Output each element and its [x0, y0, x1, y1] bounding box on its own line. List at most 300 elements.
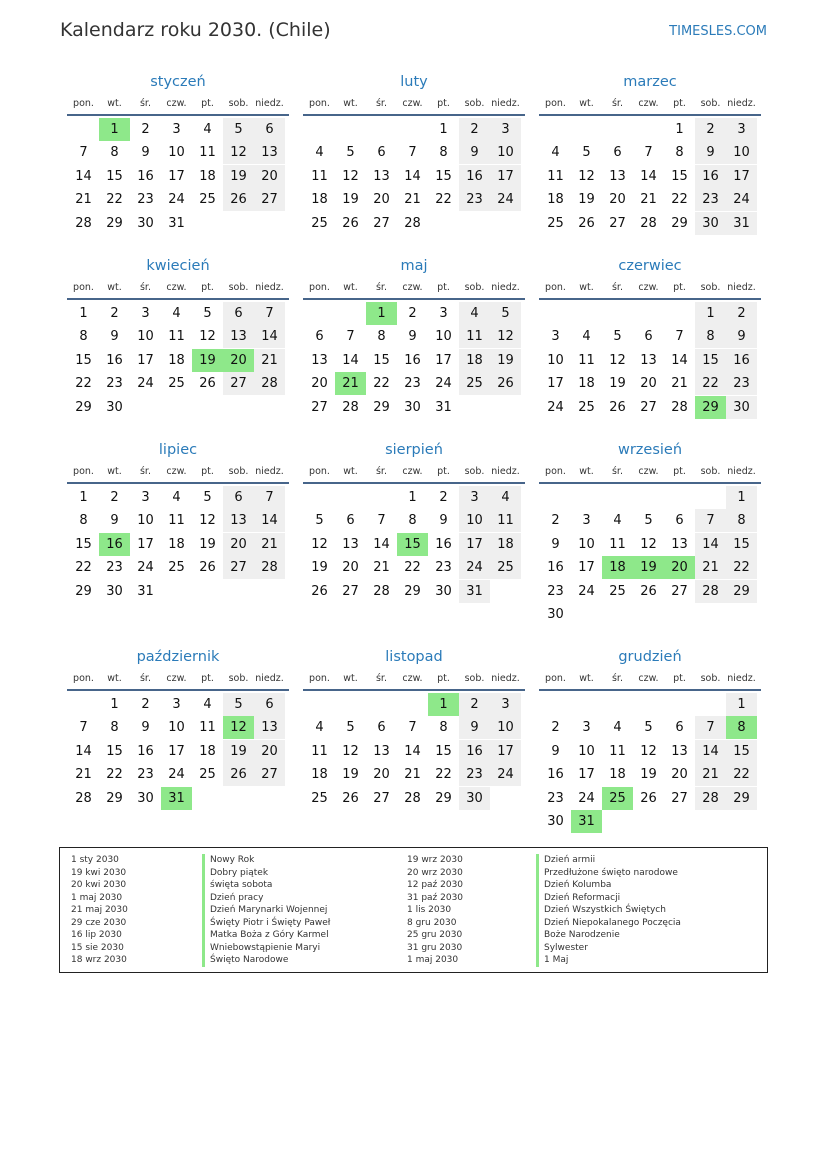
legend-holiday-name: święta sobota: [202, 879, 330, 892]
day-cell: 15: [106, 743, 123, 759]
day-cell: 28: [695, 580, 726, 603]
day-cell: 29: [726, 787, 757, 810]
day-cell: 6: [315, 329, 324, 344]
day-cell: 27: [671, 790, 688, 806]
day-cell: 20: [640, 376, 657, 391]
day-cell: 24: [490, 188, 521, 211]
day-cell: 19: [490, 349, 521, 372]
day-cell: 12: [609, 352, 626, 368]
day-cell: 25: [459, 372, 490, 395]
day-cell: 5: [644, 513, 653, 528]
day-cell: 22: [435, 767, 452, 782]
day-cell: 29: [671, 215, 688, 231]
day-cell: 1: [408, 489, 417, 505]
day-cell: 31: [168, 215, 185, 231]
weekday-header: pon.: [309, 466, 330, 477]
day-cell: 13: [254, 141, 285, 164]
day-cell: 24: [137, 376, 154, 391]
day-cell: 21: [404, 767, 421, 782]
month-2: [303, 73, 525, 273]
day-cell: 26: [199, 376, 216, 391]
day-cell: 3: [141, 489, 150, 505]
day-cell: 14: [75, 743, 92, 759]
day-cell: 10: [137, 329, 154, 344]
day-cell: 6: [223, 486, 254, 509]
day-cell: 29: [404, 583, 421, 599]
header-rule: [303, 482, 525, 484]
weekday-header: wt.: [107, 282, 122, 293]
day-cell: 6: [613, 145, 622, 160]
day-cell: 21: [404, 192, 421, 207]
day-cell: 22: [106, 767, 123, 782]
day-cell: 19: [342, 767, 359, 782]
day-cell: 22: [726, 763, 757, 786]
day-cell: 5: [315, 513, 324, 528]
day-cell: 2: [141, 696, 150, 712]
day-cell: 25: [168, 560, 185, 575]
weekday-header: sob.: [228, 466, 249, 477]
day-cell: 10: [435, 329, 452, 344]
header-rule: [539, 298, 761, 300]
day-cell: 3: [439, 305, 448, 321]
weekday-header: czw.: [638, 282, 659, 293]
day-cell: 25: [490, 556, 521, 579]
day-cell: 23: [106, 376, 123, 391]
day-cell: 27: [640, 399, 657, 415]
day-cell: 11: [609, 743, 626, 759]
legend-date: 25 gru 2030: [407, 930, 463, 940]
day-cell: 9: [408, 329, 417, 344]
day-cell: 15: [75, 352, 92, 368]
day-cell: 16: [547, 767, 564, 782]
month-name: październik: [136, 649, 220, 665]
legend-names-column-1: [202, 854, 330, 967]
legend-dates-column-1: [71, 854, 128, 967]
day-cell: 6: [377, 145, 386, 160]
weekday-header: sob.: [700, 282, 721, 293]
month-7: [67, 441, 289, 641]
day-cell: 30: [137, 215, 154, 231]
weekday-header: pon.: [545, 282, 566, 293]
day-cell: 18: [168, 352, 185, 368]
weekday-header: sob.: [700, 98, 721, 109]
day-cell: 8: [675, 145, 684, 160]
day-cell: 16: [459, 740, 490, 763]
day-cell: 1: [110, 696, 119, 712]
weekday-header: wt.: [579, 98, 594, 109]
day-cell-holiday: 21: [335, 372, 366, 395]
day-cell: 2: [110, 305, 119, 321]
month-3: [539, 73, 761, 273]
page-title: Kalendarz roku 2030. (Chile): [60, 19, 331, 41]
month-name: maj: [400, 258, 428, 274]
day-cell: 29: [726, 580, 757, 603]
weekday-header: wt.: [343, 673, 358, 684]
day-cell: 6: [675, 513, 684, 528]
day-cell: 28: [342, 399, 359, 415]
weekday-header: śr.: [139, 673, 151, 684]
legend-date: 18 wrz 2030: [71, 955, 127, 965]
day-cell: 19: [342, 192, 359, 207]
day-cell: 25: [199, 192, 216, 207]
day-cell: 2: [439, 489, 448, 505]
day-cell: 19: [609, 376, 626, 391]
weekday-header: pon.: [545, 466, 566, 477]
legend-names-column-2: [536, 854, 681, 967]
day-cell: 14: [695, 740, 726, 763]
day-cell: 17: [490, 165, 521, 188]
weekday-header: pt.: [201, 98, 214, 109]
day-cell: 9: [726, 325, 757, 348]
day-cell: 17: [435, 352, 452, 368]
legend-holiday-name: Dobry piątek: [202, 867, 330, 880]
day-cell: 28: [75, 790, 92, 806]
day-cell: 2: [551, 720, 560, 735]
day-cell: 13: [373, 743, 390, 759]
weekday-header: niedz.: [727, 282, 756, 293]
day-cell: 6: [254, 693, 285, 716]
day-cell: 22: [435, 192, 452, 207]
legend-date: 21 maj 2030: [71, 905, 128, 915]
weekday-header: wt.: [343, 98, 358, 109]
day-cell: 30: [404, 399, 421, 415]
day-cell: 12: [578, 168, 595, 184]
day-cell: 20: [223, 533, 254, 556]
day-cell: 3: [582, 513, 591, 528]
day-cell: 30: [726, 396, 757, 419]
day-cell: 15: [726, 533, 757, 556]
day-cell-holiday: 29: [695, 396, 726, 419]
day-cell: 12: [199, 329, 216, 344]
day-cell: 2: [459, 693, 490, 716]
day-cell: 7: [644, 145, 653, 160]
weekday-header: niedz.: [727, 98, 756, 109]
day-cell: 6: [644, 329, 653, 344]
day-cell: 8: [726, 509, 757, 532]
header-rule: [67, 114, 289, 116]
day-cell: 23: [459, 763, 490, 786]
day-cell: 28: [75, 215, 92, 231]
day-cell: 25: [199, 767, 216, 782]
legend-date: 19 wrz 2030: [407, 855, 463, 865]
month-8: [303, 441, 525, 641]
day-cell: 8: [408, 513, 417, 528]
legend-date: 29 cze 2030: [71, 917, 127, 928]
legend-holiday-name: Wniebowstąpienie Maryi: [202, 942, 330, 955]
day-cell: 24: [168, 192, 185, 207]
day-cell: 5: [203, 305, 212, 321]
weekday-header: pt.: [673, 98, 686, 109]
day-cell: 13: [671, 743, 688, 759]
weekday-header: pt.: [201, 673, 214, 684]
day-cell: 6: [254, 118, 285, 141]
day-cell: 22: [373, 376, 390, 391]
day-cell: 13: [342, 536, 359, 552]
month-name: czerwiec: [618, 258, 682, 274]
day-cell: 30: [547, 607, 564, 622]
day-cell: 31: [726, 212, 757, 235]
day-cell: 11: [168, 329, 185, 344]
day-cell: 15: [435, 168, 452, 184]
day-cell: 14: [254, 509, 285, 532]
day-cell: 3: [490, 693, 521, 716]
day-cell: 7: [695, 509, 726, 532]
day-cell: 18: [199, 168, 216, 184]
day-cell: 31: [435, 399, 452, 415]
day-cell-holiday: 20: [664, 556, 695, 579]
day-cell: 26: [311, 583, 328, 599]
weekday-header: czw.: [166, 466, 187, 477]
weekday-header: pon.: [309, 98, 330, 109]
day-cell: 27: [671, 583, 688, 599]
legend-holiday-name: Dzień pracy: [202, 892, 330, 905]
day-cell: 15: [671, 168, 688, 184]
day-cell: 14: [404, 743, 421, 759]
day-cell: 24: [459, 556, 490, 579]
day-cell: 10: [726, 141, 757, 164]
day-cell: 26: [640, 583, 657, 599]
day-cell-holiday: 1: [428, 693, 459, 716]
day-cell: 26: [342, 215, 359, 231]
day-cell: 23: [547, 583, 564, 599]
day-cell: 14: [373, 536, 390, 552]
day-cell: 4: [613, 720, 622, 735]
day-cell: 11: [609, 536, 626, 552]
brand-link[interactable]: TIMESLES.COM: [669, 24, 767, 39]
day-cell: 24: [490, 763, 521, 786]
day-cell: 12: [311, 536, 328, 552]
day-cell: 15: [435, 743, 452, 759]
day-cell: 23: [695, 188, 726, 211]
day-cell: 30: [547, 814, 564, 829]
weekday-header: niedz.: [255, 673, 284, 684]
day-cell: 9: [439, 513, 448, 528]
day-cell: 25: [578, 399, 595, 415]
day-cell: 16: [726, 349, 757, 372]
weekday-header: pt.: [437, 282, 450, 293]
day-cell: 14: [342, 352, 359, 368]
day-cell: 22: [106, 192, 123, 207]
day-cell: 17: [137, 352, 154, 368]
day-cell: 14: [254, 325, 285, 348]
header-rule: [67, 689, 289, 691]
day-cell: 23: [726, 372, 757, 395]
day-cell: 5: [223, 693, 254, 716]
day-cell: 9: [110, 329, 119, 344]
weekday-header: pt.: [201, 282, 214, 293]
day-cell: 17: [578, 560, 595, 575]
weekday-header: sob.: [464, 466, 485, 477]
day-cell: 7: [346, 329, 355, 344]
legend-date: 31 paź 2030: [407, 892, 464, 903]
day-cell: 18: [168, 536, 185, 552]
day-cell-holiday: 20: [223, 349, 254, 372]
day-cell: 12: [342, 743, 359, 759]
day-cell: 23: [459, 188, 490, 211]
day-cell: 21: [373, 560, 390, 575]
day-cell: 26: [342, 790, 359, 806]
weekday-header: pon.: [309, 673, 330, 684]
weekday-header: czw.: [166, 282, 187, 293]
day-cell: 11: [199, 720, 216, 735]
day-cell: 13: [223, 509, 254, 532]
day-cell: 22: [671, 192, 688, 207]
weekday-header: pt.: [437, 98, 450, 109]
weekday-header: wt.: [107, 98, 122, 109]
day-cell: 20: [254, 165, 285, 188]
month-12: [539, 648, 761, 848]
day-cell: 16: [137, 168, 154, 184]
day-cell: 9: [110, 513, 119, 528]
month-4: [67, 257, 289, 457]
day-cell: 23: [137, 192, 154, 207]
legend-date: 20 kwi 2030: [71, 880, 127, 890]
weekday-header: czw.: [638, 673, 659, 684]
day-cell: 16: [547, 560, 564, 575]
weekday-header: śr.: [611, 466, 623, 477]
month-name: kwiecień: [146, 258, 210, 274]
day-cell: 21: [75, 767, 92, 782]
day-cell: 1: [675, 121, 684, 137]
day-cell: 28: [404, 790, 421, 806]
day-cell: 27: [311, 399, 328, 415]
day-cell: 4: [582, 329, 591, 344]
day-cell: 6: [346, 513, 355, 528]
day-cell: 8: [439, 720, 448, 735]
day-cell: 28: [695, 787, 726, 810]
month-9: [539, 441, 761, 641]
day-cell-holiday: 18: [602, 556, 633, 579]
day-cell: 16: [695, 165, 726, 188]
day-cell: 1: [79, 305, 88, 321]
day-cell: 25: [168, 376, 185, 391]
day-cell-holiday: 19: [192, 349, 223, 372]
day-cell: 17: [459, 533, 490, 556]
day-cell: 25: [311, 790, 328, 806]
day-cell: 8: [79, 513, 88, 528]
day-cell: 15: [695, 349, 726, 372]
weekday-header: pon.: [309, 282, 330, 293]
weekday-header: śr.: [375, 673, 387, 684]
day-cell: 24: [726, 188, 757, 211]
day-cell: 5: [613, 329, 622, 344]
day-cell: 19: [578, 192, 595, 207]
legend-holiday-name: Święty Piotr i Święty Paweł: [202, 917, 330, 930]
day-cell: 27: [223, 372, 254, 395]
day-cell: 13: [671, 536, 688, 552]
day-cell: 5: [582, 145, 591, 160]
day-cell: 20: [311, 376, 328, 391]
month-name: wrzesień: [617, 442, 683, 458]
day-cell: 5: [490, 302, 521, 325]
day-cell: 28: [254, 556, 285, 579]
day-cell-holiday: 12: [223, 716, 254, 739]
day-cell: 11: [168, 513, 185, 528]
legend-dates-column-2: [407, 854, 463, 967]
day-cell: 7: [254, 302, 285, 325]
day-cell: 18: [311, 767, 328, 782]
day-cell-holiday: 19: [633, 556, 664, 579]
day-cell: 21: [640, 192, 657, 207]
day-cell: 24: [578, 790, 595, 806]
weekday-header: pon.: [545, 98, 566, 109]
day-cell: 11: [311, 743, 328, 759]
day-cell: 13: [223, 325, 254, 348]
day-cell: 12: [342, 168, 359, 184]
month-name: grudzień: [618, 649, 682, 665]
day-cell-holiday: 25: [602, 787, 633, 810]
weekday-header: pt.: [201, 466, 214, 477]
weekday-header: śr.: [375, 466, 387, 477]
day-cell: 4: [315, 720, 324, 735]
header-rule: [67, 482, 289, 484]
day-cell: 30: [106, 399, 123, 415]
weekday-header: niedz.: [727, 466, 756, 477]
day-cell: 8: [377, 329, 386, 344]
month-name: luty: [400, 74, 428, 90]
day-cell: 30: [459, 787, 490, 810]
legend-holiday-name: Dzień Niepokalanego Poczęcia: [536, 917, 681, 930]
weekday-header: śr.: [139, 282, 151, 293]
weekday-header: pon.: [73, 673, 94, 684]
legend-holiday-name: Przedłużone święto narodowe: [536, 867, 681, 880]
month-11: [303, 648, 525, 848]
legend-holiday-name: Dzień armii: [536, 854, 681, 867]
day-cell: 18: [459, 349, 490, 372]
day-cell: 9: [695, 141, 726, 164]
weekday-header: śr.: [375, 282, 387, 293]
day-cell: 3: [459, 486, 490, 509]
day-cell: 19: [223, 165, 254, 188]
day-cell: 7: [254, 486, 285, 509]
day-cell: 13: [373, 168, 390, 184]
weekday-header: wt.: [343, 282, 358, 293]
holiday-legend: [59, 847, 768, 973]
month-10: [67, 648, 289, 848]
legend-holiday-name: Dzień Kolumba: [536, 879, 681, 892]
day-cell: 2: [551, 513, 560, 528]
day-cell: 20: [671, 767, 688, 782]
day-cell: 27: [373, 215, 390, 231]
day-cell: 24: [137, 560, 154, 575]
day-cell: 30: [106, 583, 123, 599]
day-cell: 1: [726, 486, 757, 509]
day-cell: 16: [106, 352, 123, 368]
legend-holiday-name: 1 Maj: [536, 954, 681, 967]
day-cell: 24: [547, 399, 564, 415]
day-cell: 18: [609, 767, 626, 782]
weekday-header: czw.: [402, 466, 423, 477]
day-cell: 7: [408, 145, 417, 160]
day-cell: 4: [459, 302, 490, 325]
weekday-header: śr.: [611, 282, 623, 293]
day-cell: 9: [459, 716, 490, 739]
day-cell: 3: [172, 696, 181, 712]
day-cell: 22: [404, 560, 421, 575]
header-rule: [539, 689, 761, 691]
day-cell: 8: [439, 145, 448, 160]
legend-date: 16 lip 2030: [71, 930, 122, 940]
day-cell: 8: [695, 325, 726, 348]
day-cell: 12: [223, 141, 254, 164]
header-rule: [539, 482, 761, 484]
day-cell: 13: [254, 716, 285, 739]
day-cell: 20: [342, 560, 359, 575]
day-cell: 12: [640, 536, 657, 552]
month-6: [539, 257, 761, 457]
day-cell: 3: [172, 121, 181, 137]
weekday-header: sob.: [464, 282, 485, 293]
